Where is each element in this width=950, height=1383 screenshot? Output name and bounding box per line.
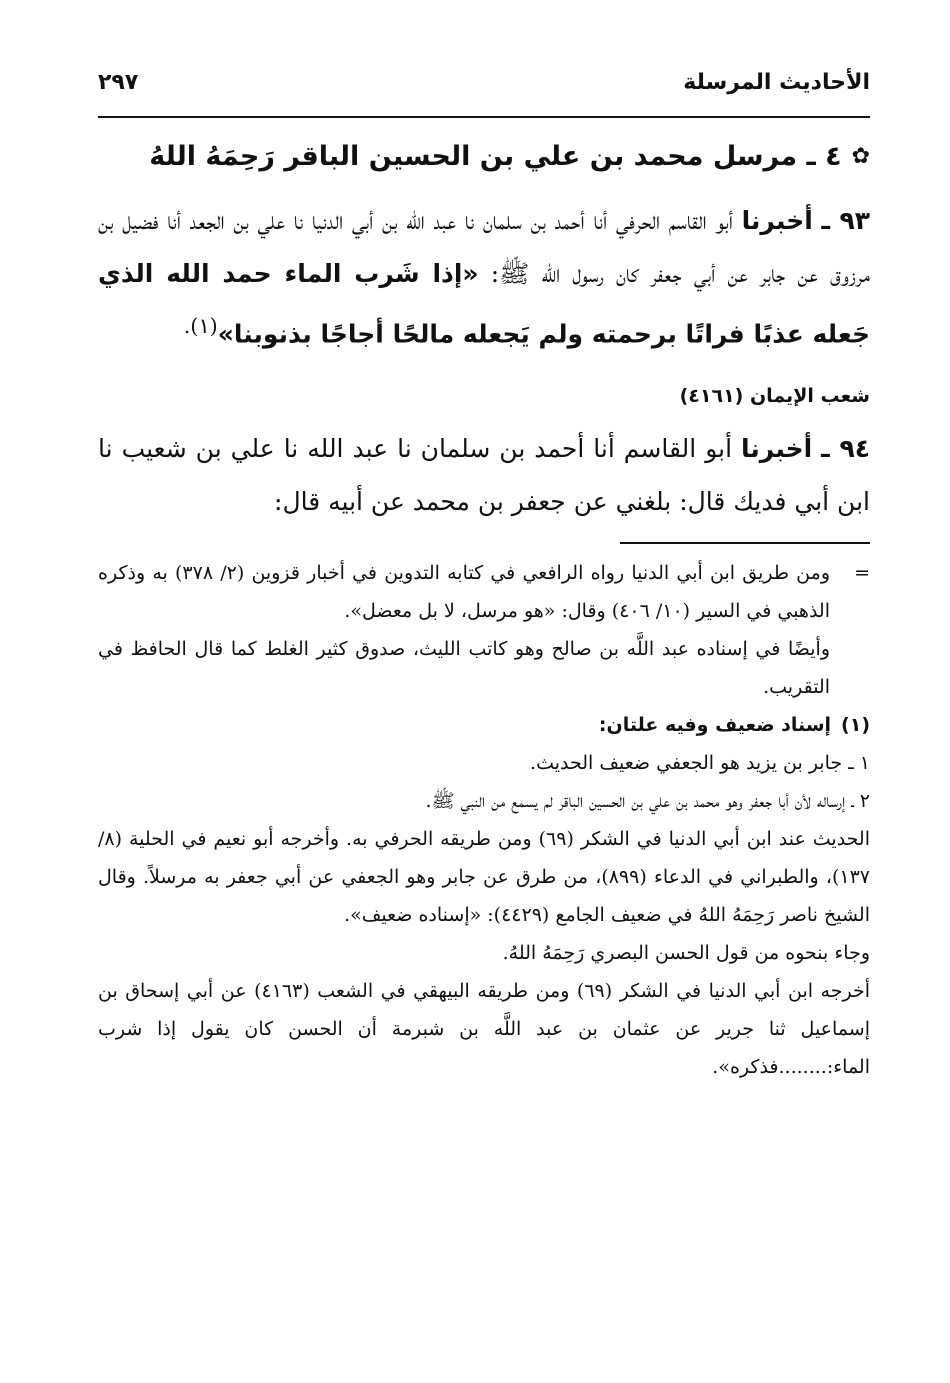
footnote-text: الحديث عند ابن أبي الدنيا في الشكر (٦٩) ومن طريقه الحرفي به. وأخرجه أبو نعيم في الحلية (٨/ ١٣٧)، والطبراني في الدعاء (٨٩٩)، من طرق عن جابر وهو الجعفي عن أبي جعفر به مرسلاً. وقال الشيخ ناصر رَحِمَهُ اللهُ في ضعيف الجامع (٤٤٢٩): «إسناده ضعيف».	[98, 828, 870, 927]
hadith-lead: أخبرنا	[741, 206, 813, 235]
hadith-lead: أخبرنا	[741, 434, 813, 464]
footnote-item: ٢ ـ إرساله لأن أبا جعفر وهو محمد بن علي بن الحسين الباقر لم يسمع من النبي ﷺ.	[425, 790, 870, 813]
hadith-94	[98, 422, 870, 528]
flower-ornament-icon: ✿	[851, 144, 870, 169]
footnote-text: ومن طريق ابن أبي الدنيا رواه الرافعي في كتابه التدوين في أخبار قزوين (٢/ ٣٧٨) به وذكره الذهبي في السير (١٠/ ٤٠٦) وقال: «هو مرسل، لا بل معضل».	[98, 562, 830, 623]
footnote-text: وأيضًا في إسناده عبد اللَّه بن صالح وهو كاتب الليث، صدوق كثير الغلط كما قال الحافظ في التقريب.	[98, 638, 830, 699]
footnote-ref: (١).	[183, 314, 218, 338]
footnote-item: ١ ـ جابر بن يزيد هو الجعفي ضعيف الحديث.	[530, 752, 870, 775]
hadith-number: ٩٣ ـ	[821, 206, 871, 235]
hadith-quote: «إذا شَرب الماء حمد الله الذي جَعله عذبًا فراتًا برحمته ولم يَجعله مالحًا أجاجًا بذنوبنا»	[98, 259, 870, 349]
hadith-chain: أبو القاسم أنا أحمد بن سلمان نا عبد الله نا علي بن شعيب نا ابن أبي فديك قال: بلغني عن جعفر بن محمد عن أبيه قال:	[98, 434, 870, 517]
page-number: ٢٩٧	[98, 69, 139, 95]
header-rule	[98, 116, 870, 118]
section-title	[98, 132, 870, 182]
page-header	[98, 64, 870, 100]
hadith-93	[98, 194, 870, 360]
footnote-text: وجاء بنحوه من قول الحسن البصري رَحِمَهُ اللهُ.	[502, 942, 870, 965]
footnote-number: (١)	[841, 714, 870, 737]
footnote-text: أخرجه ابن أبي الدنيا في الشكر (٦٩) ومن طريقه البيهقي في الشعب (٤١٦٣) عن أبي إسحاق بن إسماعيل ثنا جرير عن عثمان بن عبد اللَّه بن شبرمة أن الحسن كان يقول إذا شرب الماء:........فذكره».	[98, 980, 870, 1079]
footnote-1-heading	[98, 706, 870, 744]
source-citation: شعب الإيمان (٤١٦١)	[679, 385, 870, 408]
footnotes	[98, 554, 870, 1086]
continuation-mark: =	[854, 562, 870, 585]
footnote-rule	[620, 542, 870, 544]
hadith-chain: أبو القاسم الحرفي أنا أحمد بن سلمان نا عبد الله بن أبي الدنيا نا علي بن الجعد أنا فضيل بن مرزوق عن جابر عن أبي جعفر كان رسول الله ﷺ:	[98, 206, 870, 288]
running-title: الأحاديث المرسلة	[683, 69, 870, 95]
footnote-continuation	[98, 554, 870, 706]
hadith-number: ٩٤ ـ	[821, 434, 870, 464]
footnote-heading: إسناد ضعيف وفيه علتان:	[598, 714, 832, 737]
main-text	[98, 132, 870, 1086]
section-title-text: ٤ ـ مرسل محمد بن علي بن الحسين الباقر رَحِمَهُ اللهُ	[149, 141, 842, 172]
